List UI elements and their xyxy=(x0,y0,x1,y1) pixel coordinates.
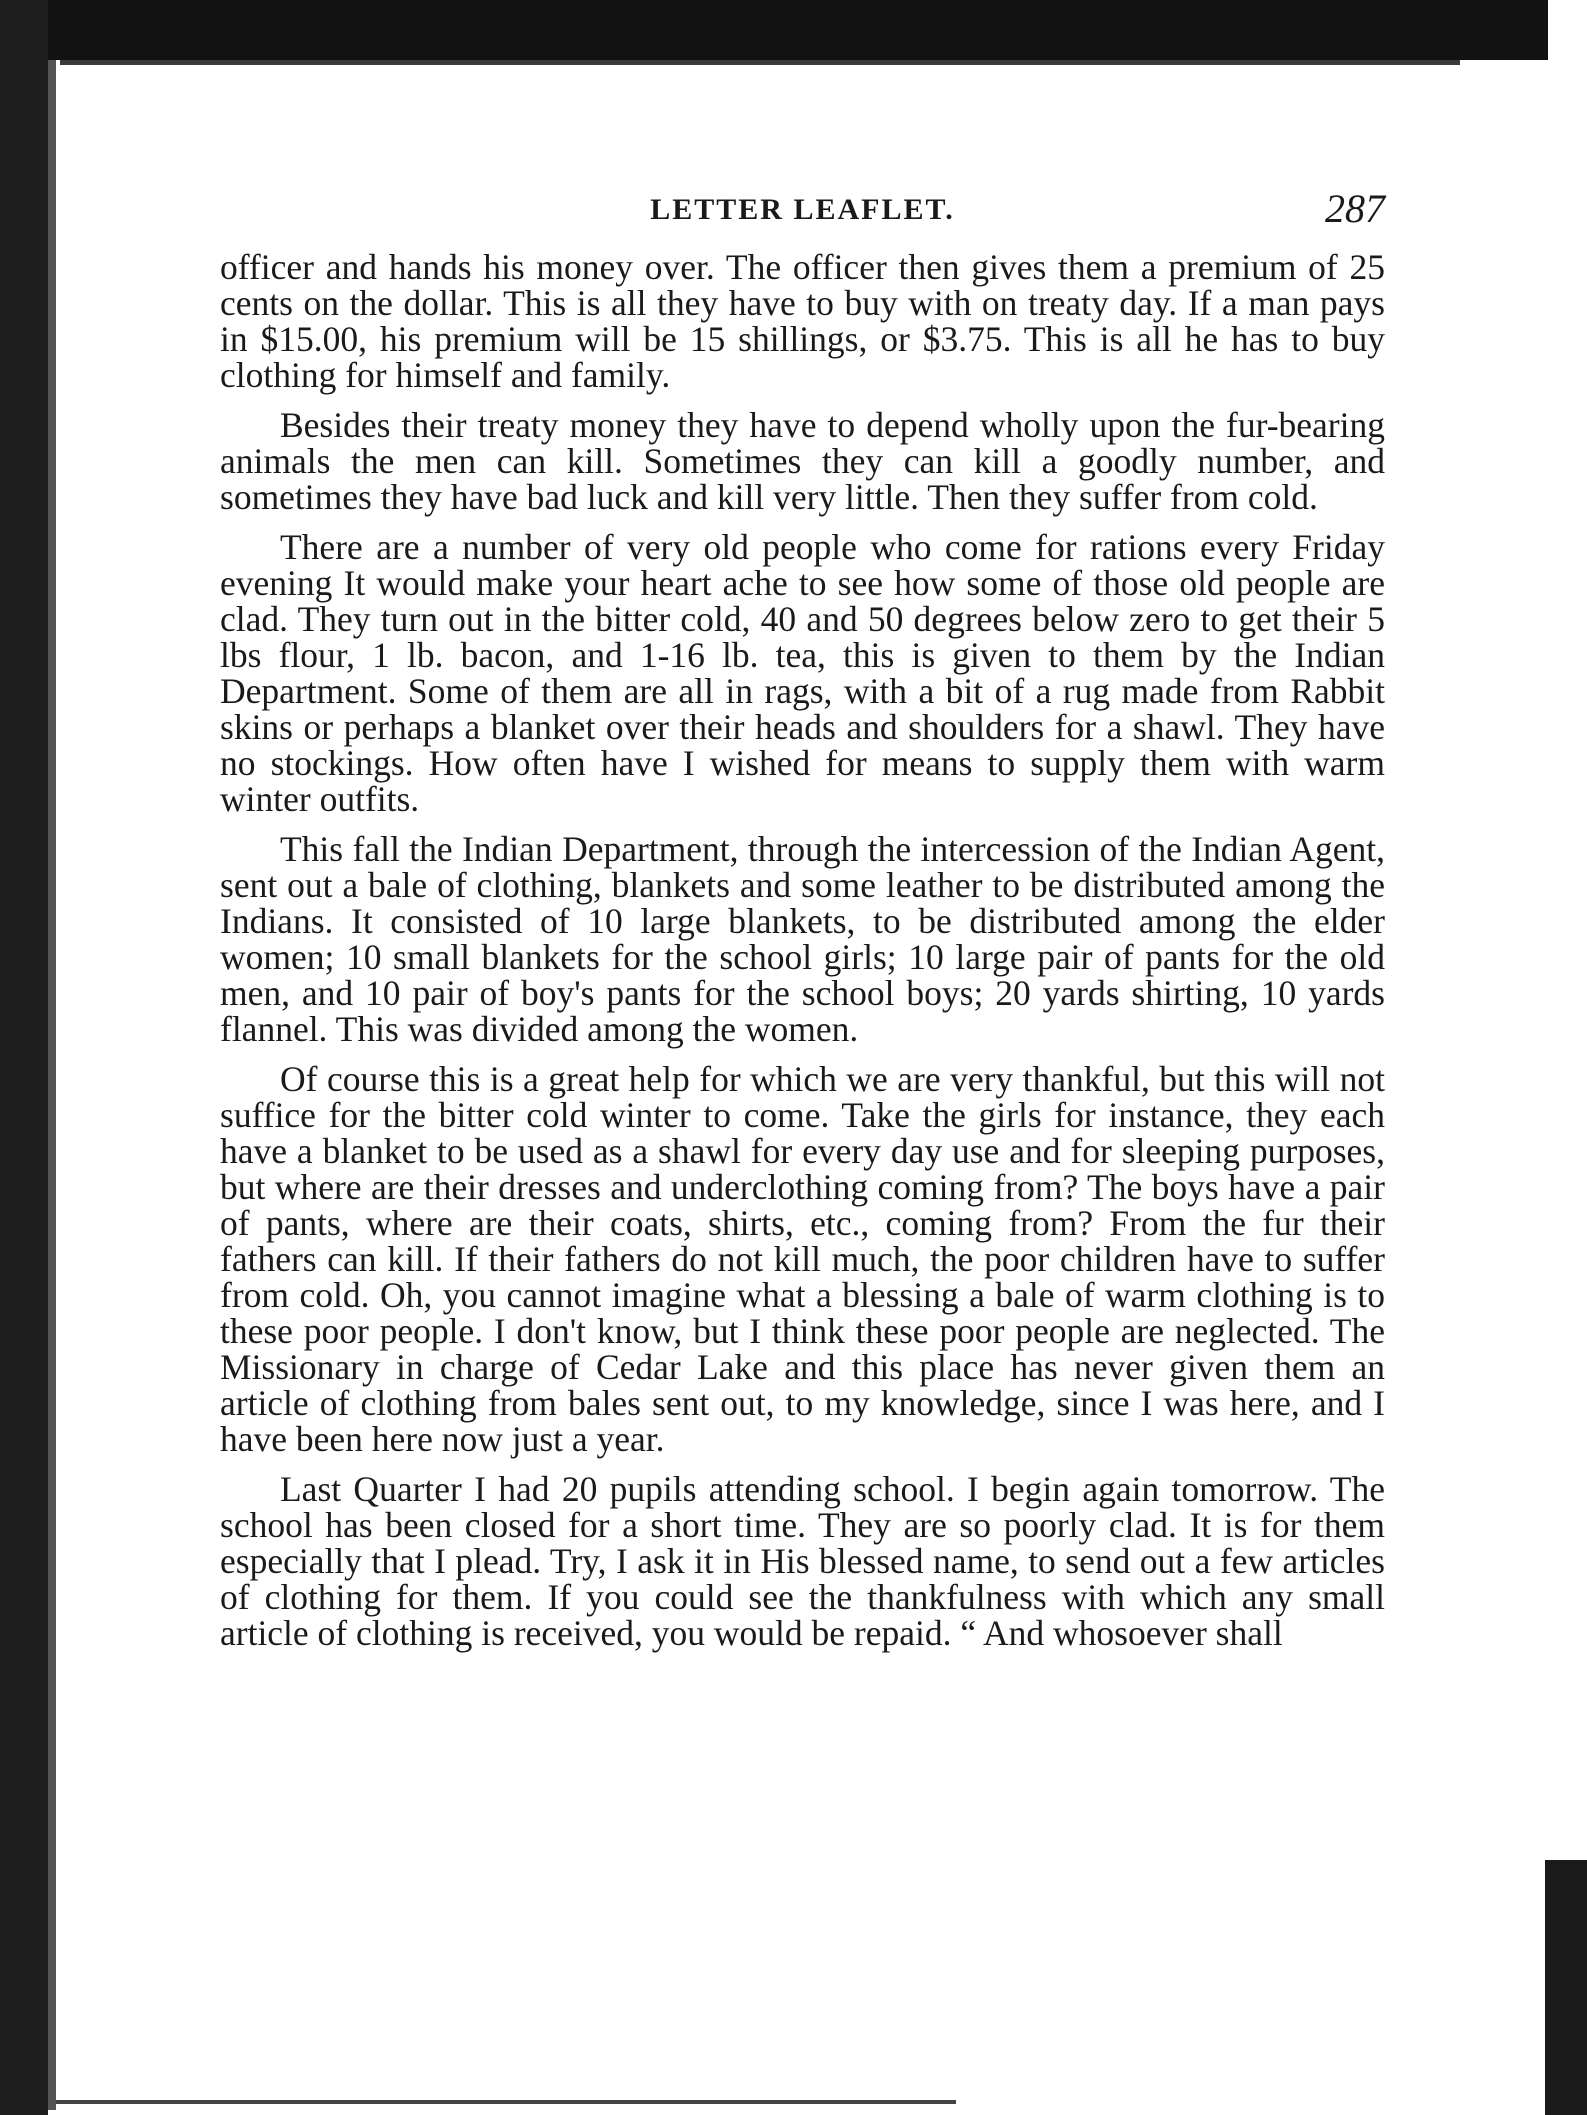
paragraph-3: There are a number of very old people who come for rations every Friday evening It would make your heart ache to see how some of those old people are clad. They turn out in the bitter cold, 40 and 50 degrees below zero to get their 5 lbs flour, 1 lb. bacon, and 1-16 lb. tea, this is given to them by the Indian Department. Some of them are all in rags, with a bit of a rug made from Rabbit skins or perhaps a blanket over their heads and shoulders for a shawl. They have no stockings. How often have I wished for means to supply them with warm winter outfits. xyxy=(220,527,1385,819)
scan-margin-right xyxy=(1548,0,1587,2115)
page-number: 287 xyxy=(1325,186,1385,231)
running-title: LETTER LEAFLET. xyxy=(650,193,955,226)
paragraph-6: Last Quarter I had 20 pupils attending school. I begin again tomorrow. The school has been closed for a short time. They are so poorly clad. It is for them especially that I plead. Try, I ask it in His blessed name, to send out a few articles of clothing for them. If you could see the thankfulness with which any small article of clothing is received, you would be repaid. “ And whosoever shall xyxy=(220,1469,1385,1653)
scan-edge-top xyxy=(0,0,1587,60)
document-page xyxy=(220,185,1385,1665)
body-text xyxy=(220,249,1385,1651)
paragraph-2: Besides their treaty money they have to depend wholly upon the fur-bearing animals the men can kill. Sometimes they can kill a goodly number, and sometimes they have bad luck and kill very little. Then they suffer from cold. xyxy=(220,405,1385,517)
paragraph-5: Of course this is a great help for which we are very thankful, but this will not suffice for the bitter cold winter to come. Take the girls for instance, they each have a blanket to be used as a shawl for every day use and for sleeping purposes, but where are their dresses and underclothing coming from? The boys have a pair of pants, where are their coats, shirts, etc., coming from? From the fur their fathers can kill. If their fathers do not kill much, the poor children have to suffer from cold. Oh, you cannot imagine what a blessing a bale of warm clothing is to these poor people. I don't know, but I think these poor people are neglected. The Missionary in charge of Cedar Lake and this place has never given them an article of clothing from bales sent out, to my knowledge, since I was here, and I have been here now just a year. xyxy=(220,1059,1385,1459)
scan-edge-left xyxy=(0,0,48,2115)
scan-edge-bottom-rule xyxy=(56,2100,956,2104)
paragraph-1: officer and hands his money over. The officer then gives them a premium of 25 cents on the dollar. This is all they have to buy with on treaty day. If a man pays in $15.00, his premium will be 15 shillings, or $3.75. This is all he has to buy clothing for himself and family. xyxy=(220,247,1385,395)
scan-edge-right-blot xyxy=(1545,1860,1587,2115)
running-head xyxy=(220,185,1385,235)
paragraph-4: This fall the Indian Department, through the intercession of the Indian Agent, sent out a bale of clothing, blankets and some leather to be distributed among the Indians. It consisted of 10 large blankets, to be distributed among the elder women; 10 small blankets for the school girls; 10 large pair of pants for the old men, and 10 pair of boy's pants for the school boys; 20 yards shirting, 10 yards flannel. This was divided among the women. xyxy=(220,829,1385,1049)
scan-edge-left-rule xyxy=(48,60,56,2110)
scan-edge-top-rule xyxy=(60,60,1460,65)
